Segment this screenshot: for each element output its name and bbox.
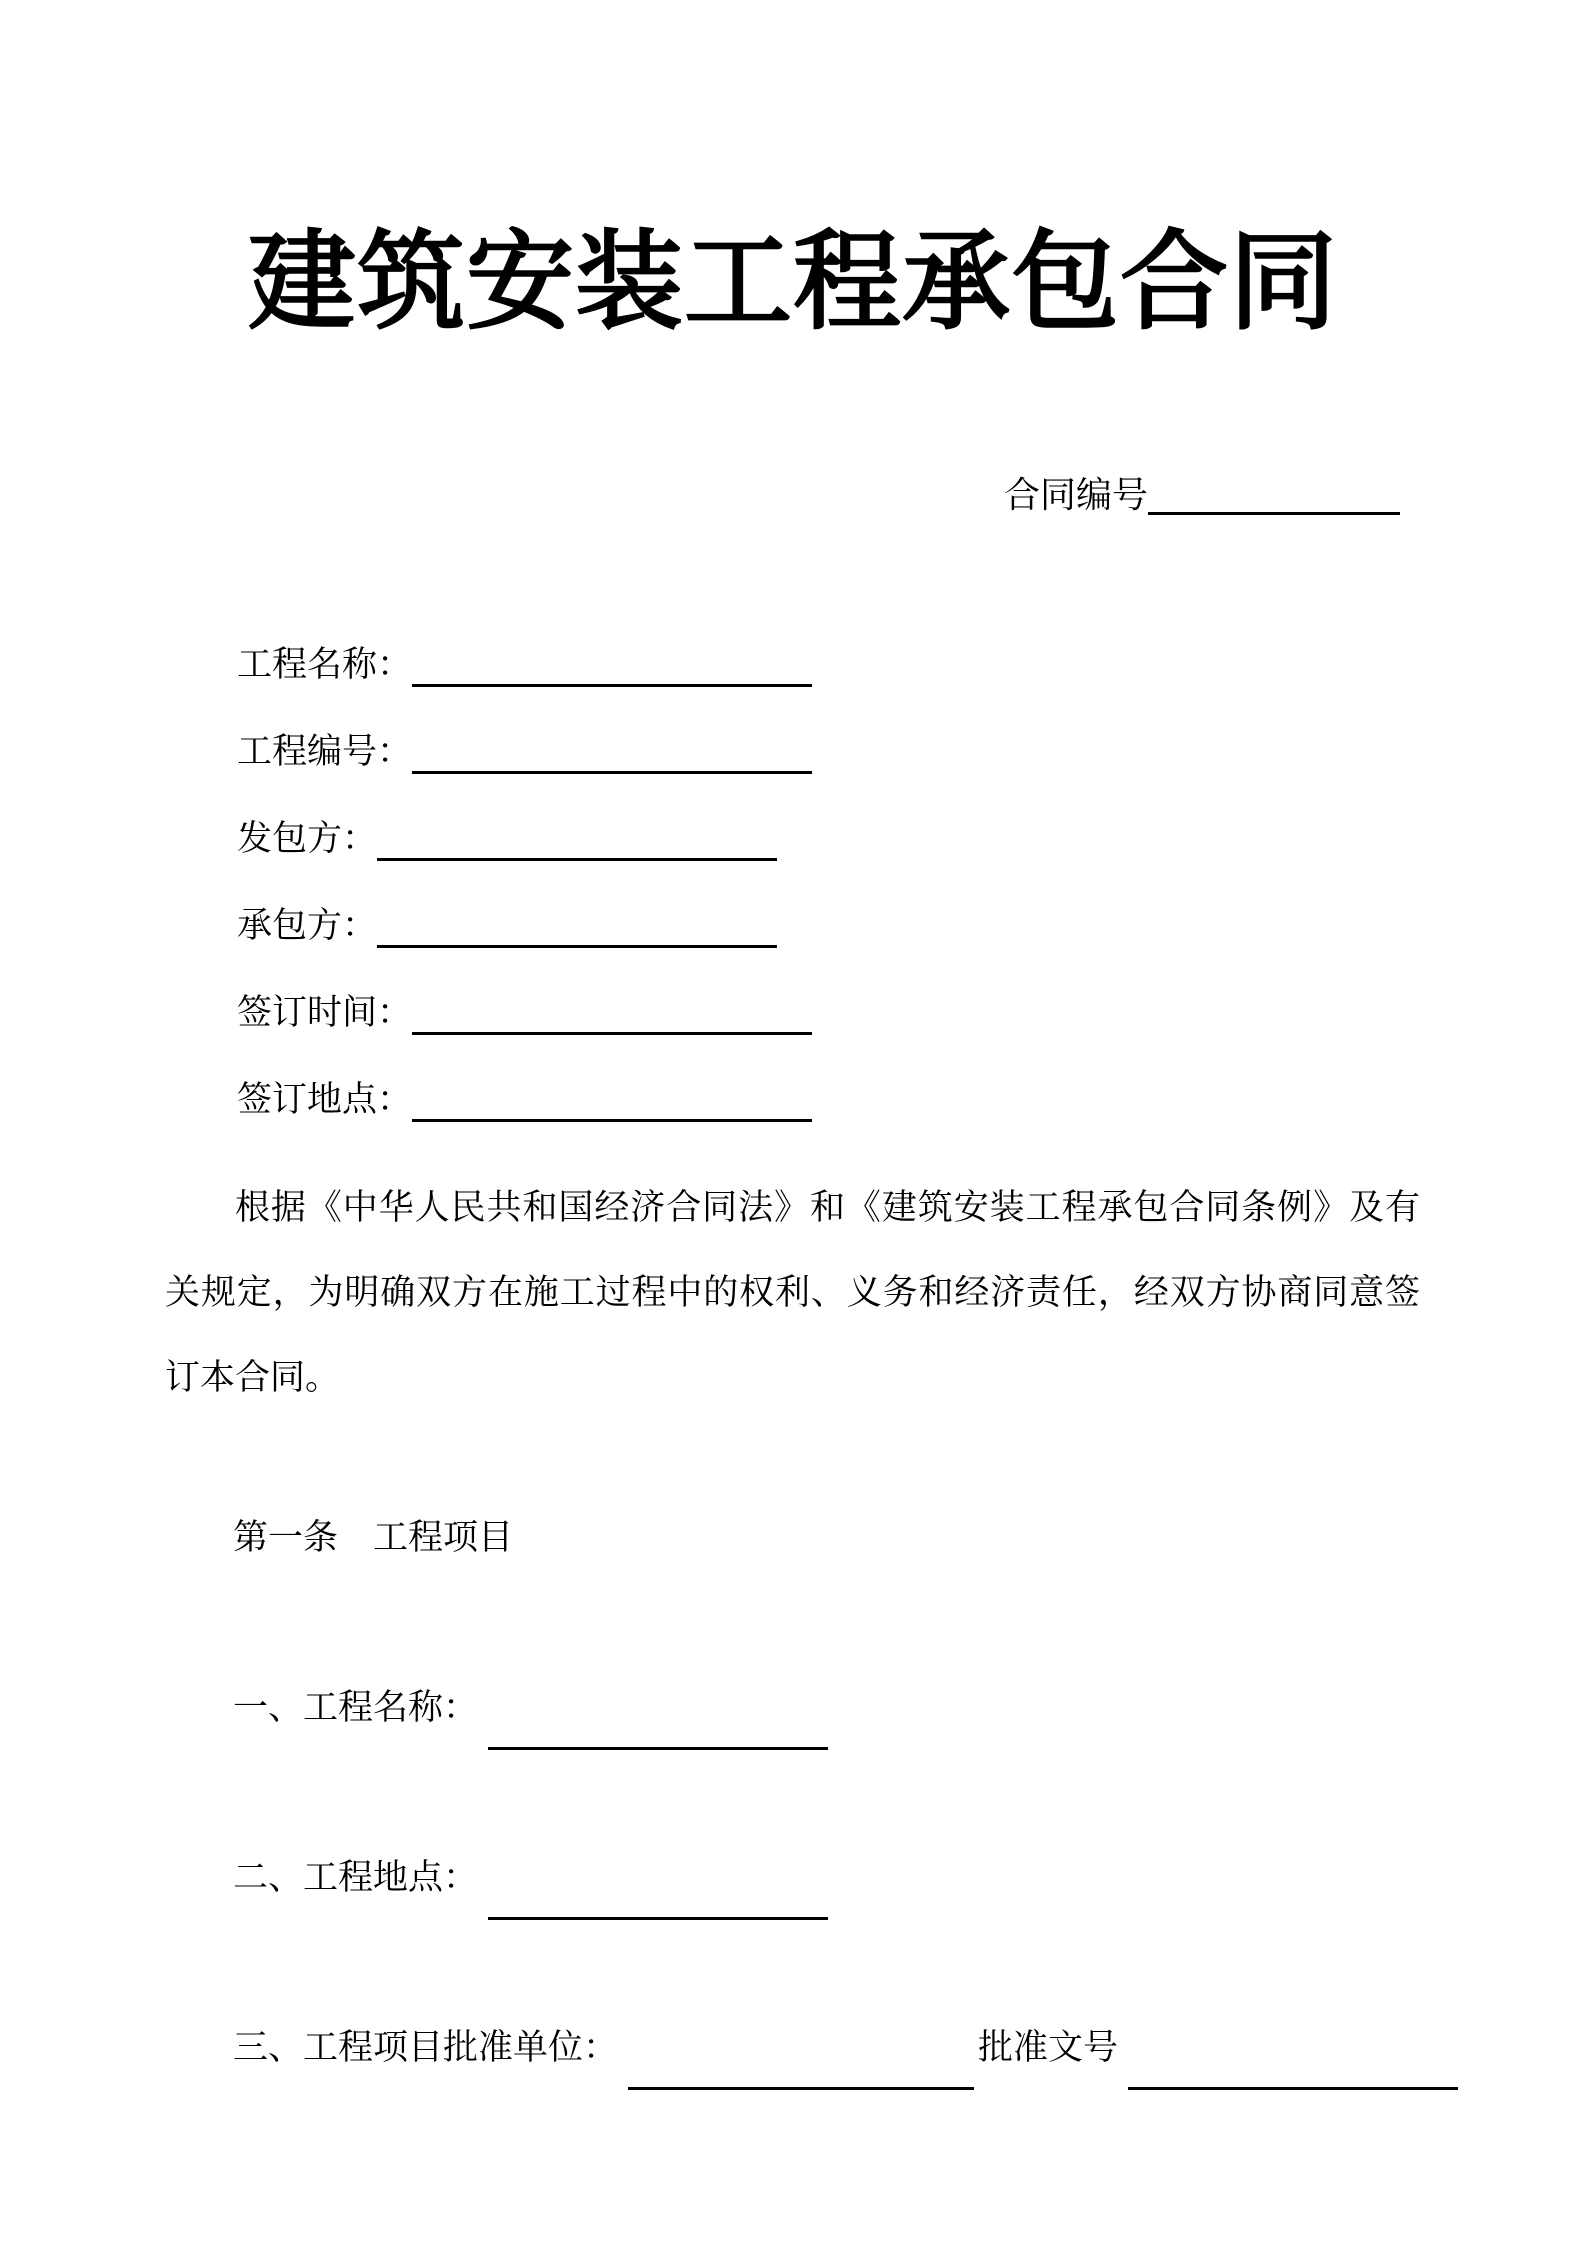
signing-time-blank[interactable]	[412, 995, 812, 1035]
employer-field	[237, 817, 1586, 861]
approval-authority-blank[interactable]	[628, 2050, 974, 2090]
contract-number-label: 合同编号	[1003, 474, 1148, 515]
section-1-heading: 第一条 工程项目	[233, 1517, 514, 1557]
item-project-location	[233, 1835, 1586, 1920]
project-number-blank[interactable]	[412, 734, 812, 774]
item-approval-authority-label: 三、工程项目批准单位：	[233, 2027, 619, 2067]
signing-place-blank[interactable]	[412, 1082, 812, 1122]
employer-blank[interactable]	[377, 821, 777, 861]
project-name-blank[interactable]	[412, 647, 812, 687]
cover-fields	[0, 643, 1586, 1122]
contractor-label: 承包方：	[237, 905, 378, 945]
signing-place-field	[237, 1078, 1586, 1122]
signing-place-label: 签订地点：	[237, 1079, 413, 1119]
contract-number-blank[interactable]	[1148, 474, 1400, 515]
item-project-name	[233, 1665, 1586, 1750]
item-project-location-blank[interactable]	[488, 1880, 828, 1920]
employer-label: 发包方：	[237, 818, 378, 858]
item-project-name-blank[interactable]	[488, 1710, 828, 1750]
project-name-field	[237, 643, 1586, 687]
item-project-name-label: 一、工程名称：	[233, 1687, 479, 1727]
contract-number-row	[0, 474, 1586, 515]
document-title: 建筑安装工程承包合同	[247, 224, 1338, 343]
contractor-blank[interactable]	[377, 908, 777, 948]
item-project-location-label: 二、工程地点：	[233, 1857, 479, 1897]
approval-doc-number-label: 批准文号	[978, 2027, 1119, 2067]
approval-doc-number-blank[interactable]	[1128, 2050, 1458, 2090]
signing-time-field	[237, 991, 1586, 1035]
project-number-label: 工程编号：	[237, 731, 413, 771]
item-approval-authority	[233, 2005, 1586, 2090]
signing-time-label: 签订时间：	[237, 992, 413, 1032]
project-name-label: 工程名称：	[237, 644, 413, 684]
contractor-field	[237, 904, 1586, 948]
project-number-field	[237, 730, 1586, 774]
preamble-paragraph: 根据《中华人民共和国经济合同法》和《建筑安装工程承包合同条例》及有关规定，为明确双方在施工过程中的权利、义务和经济责任，经双方协商同意签订本合同。	[165, 1187, 1420, 1397]
